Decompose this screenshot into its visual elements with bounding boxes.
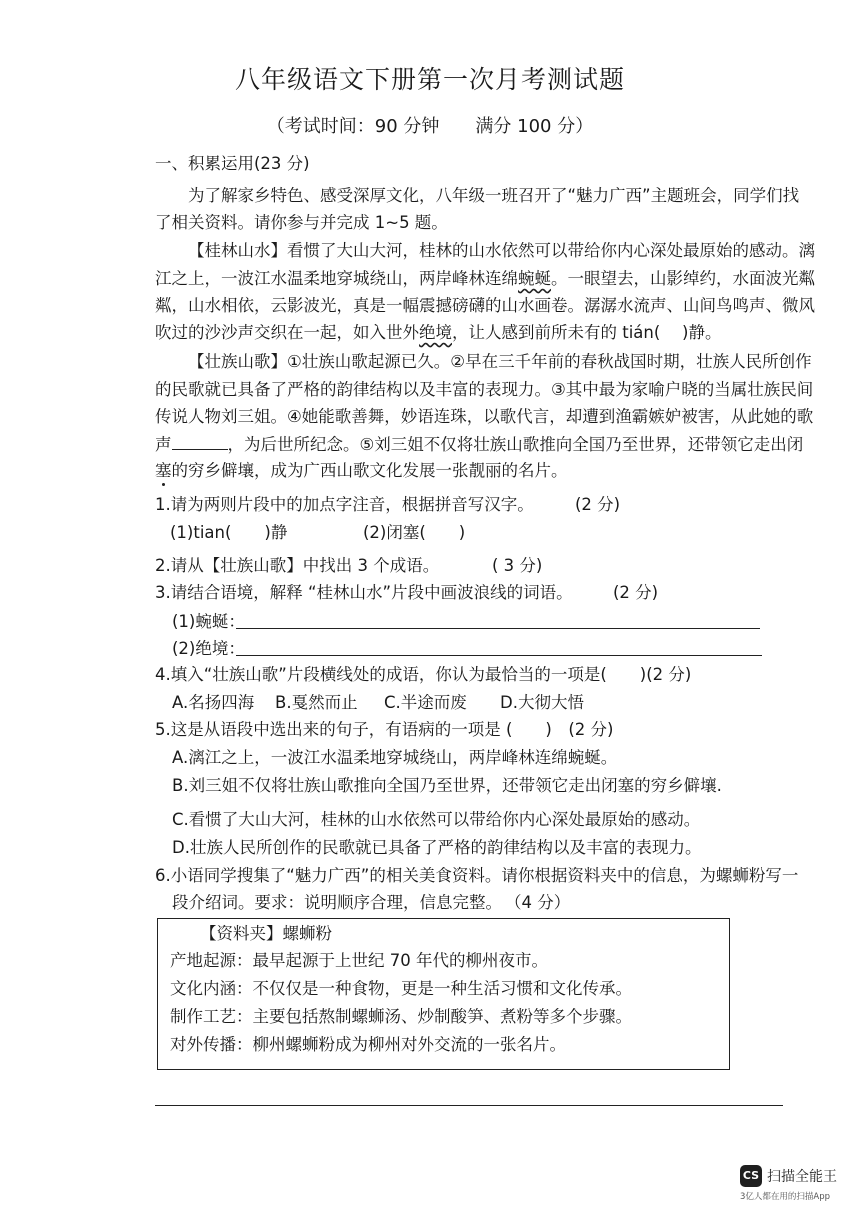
text-fragment: 的穷乡僻壤，成为广西山歌文化发展一张靓丽的名片。 — [171, 461, 568, 480]
section-heading: 一、积累运用(23 分) — [155, 154, 310, 173]
zhuang-line-5 — [155, 460, 568, 482]
guilin-line-3: 粼，山水相依，云影波光，真是一幅震撼磅礴的山水画卷。潺潺水流声、山间鸟鸣声、微风 — [155, 296, 815, 315]
question-2-score: ( 3 分) — [492, 556, 543, 575]
question-6-line-2: 段介绍词。要求：说明顺序合理，信息完整。 — [172, 893, 502, 912]
question-2-stem: 2.请从【壮族山歌】中找出 3 个成语。 — [155, 556, 440, 575]
text-fragment: ，让人感到前所未有的 tián( )静。 — [452, 323, 722, 342]
answer-line[interactable] — [236, 655, 762, 656]
exam-subtitle: （考试时间：90 分钟 满分 100 分） — [266, 116, 594, 137]
question-5-option-a: A.漓江之上，一波江水温柔地穿城绕山，两岸峰林连绵蜿蜒。 — [172, 748, 618, 767]
question-5-stem: 5.这是从语段中选出来的句子，有语病的一项是 ( ) (2 分) — [155, 720, 614, 739]
watermark-name: 扫描全能王 — [767, 1169, 837, 1185]
text-fragment: 江之上，一波江水温柔地穿城绕山，两岸峰林连绵 — [155, 269, 518, 288]
text-fragment: 。一眼望去，山影绰约，水面波光粼 — [551, 269, 815, 288]
page-title: 八年级语文下册第一次月考测试题 — [234, 65, 625, 94]
guilin-line-4 — [155, 322, 722, 344]
question-1-stem: 1.请为两则片段中的加点字注音，根据拼音写汉字。 — [155, 495, 534, 514]
question-4-option-a: A.名扬四海 — [172, 693, 255, 712]
zhuang-line-3: 传说人物刘三姐。④她能歌善舞，妙语连珠，以歌代言，却遭到渔霸嫉妒被害，从此她的歌 — [155, 407, 814, 426]
fill-blank — [172, 433, 228, 450]
question-1-score: (2 分) — [575, 495, 621, 514]
answer-line[interactable] — [155, 1105, 783, 1106]
question-4-option-d: D.大彻大悟 — [500, 693, 584, 712]
scanner-watermark — [740, 1165, 844, 1205]
question-5-option-d: D.壮族人民所创作的民歌就已具备了严格的韵律结构以及丰富的表现力。 — [172, 838, 702, 857]
question-5-option-b: B.刘三姐不仅将壮族山歌推向全国乃至世界，还带领它走出闭塞的穷乡僻壤. — [172, 776, 722, 795]
question-5-option-c: C.看惯了大山大河，桂林的山水依然可以带给你内心深处最原始的感动。 — [172, 810, 701, 829]
question-3-score: (2 分) — [613, 583, 659, 602]
zhuang-line-4 — [155, 433, 803, 456]
intro-line-1: 为了解家乡特色、感受深厚文化，八年级一班召开了“魅力广西”主题班会，同学们找 — [188, 186, 800, 205]
wavy-word-wanyan: 蜿蜒 — [518, 269, 551, 288]
guilin-line-1: 【桂林山水】看惯了大山大河，桂林的山水依然可以带给你内心深处最原始的感动。漓 — [188, 241, 815, 260]
answer-line[interactable] — [236, 628, 760, 629]
text-fragment: 吹过的沙沙声交织在一起，如入世外 — [155, 323, 419, 342]
question-6-line-1: 6.小语同学搜集了“魅力广西”的相关美食资料。请你根据资料夹中的信息，为螺蛳粉写一 — [155, 866, 799, 885]
guilin-line-2 — [155, 268, 815, 290]
text-fragment: ，为后世所纪念。⑤刘三姐不仅将壮族山歌推向全国乃至世界，还带领它走出闭 — [227, 435, 804, 454]
text-fragment: 声 — [155, 435, 172, 454]
wavy-word-juejing: 绝境 — [419, 323, 452, 342]
zhuang-line-2: 的民歌就已具备了严格的韵律结构以及丰富的表现力。③其中最为家喻户晓的当属壮族民间 — [155, 380, 814, 399]
question-1-answer-2: (2)闭塞( ) — [363, 523, 466, 542]
folder-row-culture: 文化内涵：不仅仅是一种食物，更是一种生活习惯和文化传承。 — [170, 979, 632, 998]
intro-line-2: 了相关资料。请你参与并完成 1~5 题。 — [155, 213, 448, 232]
question-4-stem: 4.填入“壮族山歌”片段横线处的成语，你认为最恰当的一项是( )(2 分) — [155, 665, 692, 684]
folder-row-spread: 对外传播：柳州螺蛳粉成为柳州对外交流的一张名片。 — [170, 1035, 566, 1054]
cs-logo-icon: CS — [740, 1165, 762, 1187]
question-1-answer-1: (1)tian( )静 — [170, 523, 288, 542]
folder-title: 【资料夹】螺蛳粉 — [200, 924, 332, 943]
watermark-subtitle: 3亿人都在用的扫描App — [740, 1192, 831, 1202]
question-4-option-c: C.半途而废 — [384, 693, 467, 712]
question-3-stem: 3.请结合语境，解释 “桂林山水”片段中画波浪线的词语。 — [155, 583, 573, 602]
question-6-score: （4 分） — [505, 893, 571, 912]
folder-row-origin: 产地起源：最早起源于上世纪 70 年代的柳州夜市。 — [170, 951, 548, 970]
question-3-answer-2-label: (2)绝境： — [172, 639, 245, 658]
question-3-answer-1-label: (1)蜿蜒： — [172, 612, 245, 631]
zhuang-line-1: 【壮族山歌】①壮族山歌起源已久。②早在三千年前的春秋战国时期，壮族人民所创作 — [188, 352, 812, 371]
dotted-char-sai: 塞 — [155, 461, 172, 480]
question-4-option-b: B.戛然而止 — [275, 693, 358, 712]
folder-row-craft: 制作工艺：主要包括熬制螺蛳汤、炒制酸笋、煮粉等多个步骤。 — [170, 1007, 632, 1026]
